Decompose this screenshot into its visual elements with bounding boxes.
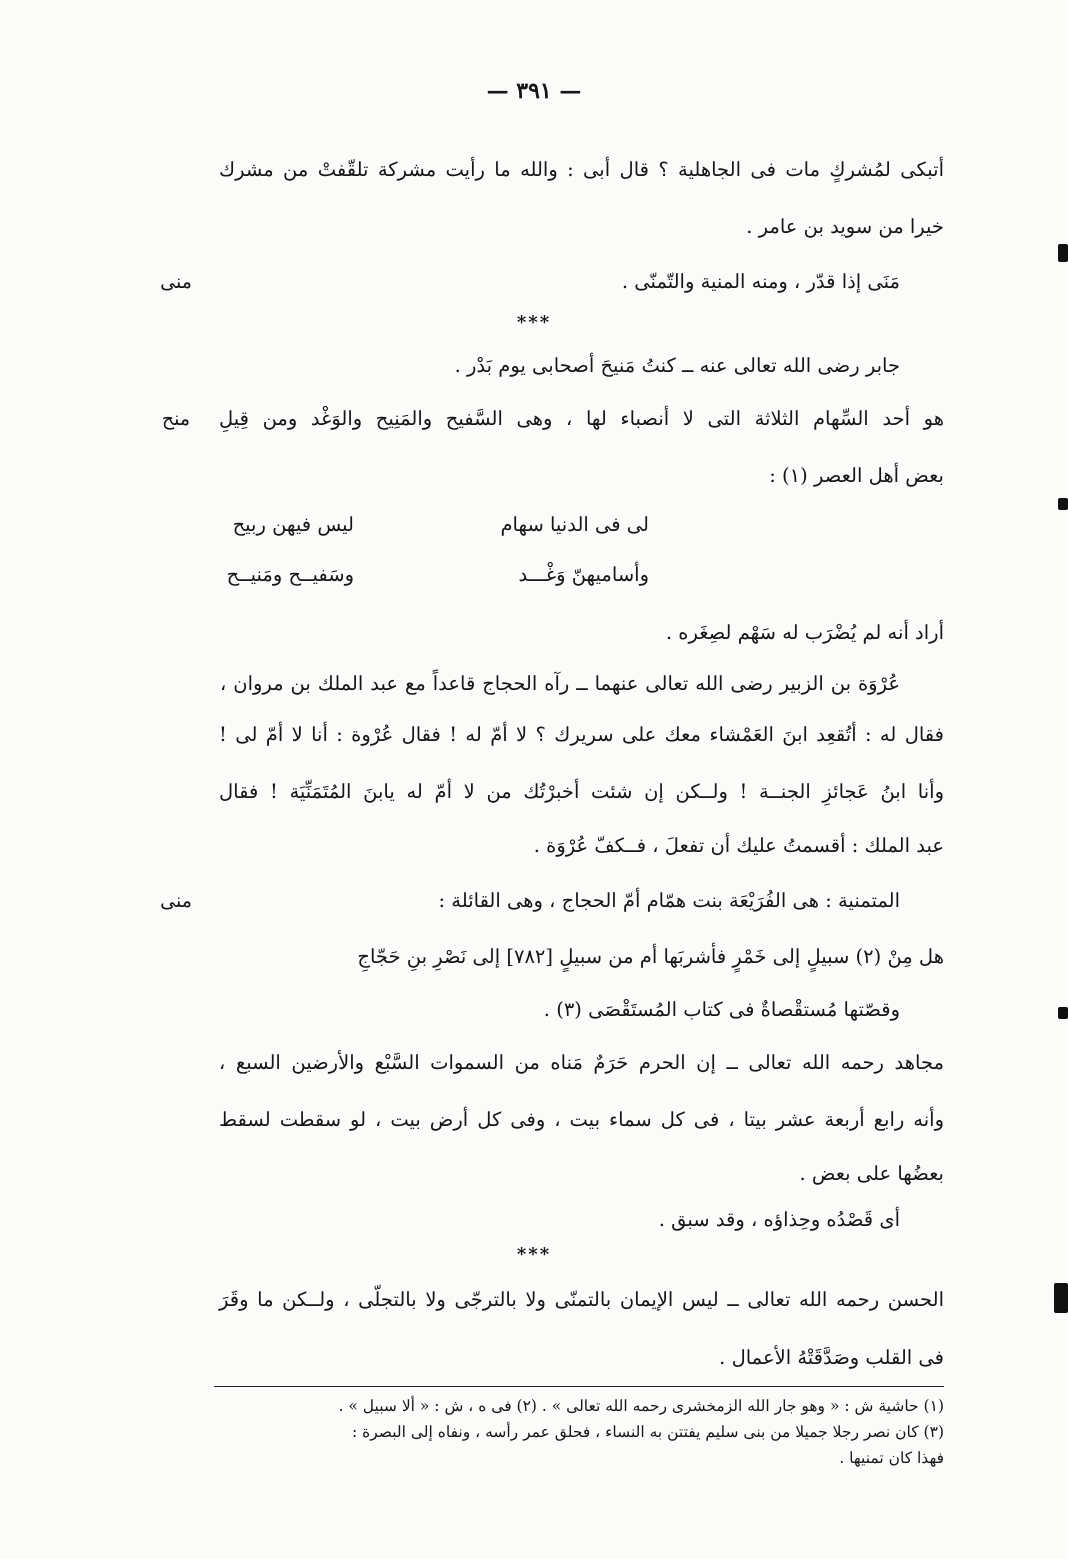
margin-word-mnh: منح — [161, 408, 191, 430]
text-line-6: بعض أهل العصر (١) : — [769, 464, 944, 487]
text-line-8: عُرْوَة بن الزبير رضى الله تعالى عنهما ــ رآه الحجاج قاعداً مع عبد الملك بن مروان ، — [220, 672, 900, 695]
footnote-line-1: (١) حاشية ش : « وهو جار الله الزمخشرى رحمه الله تعالى » . (٢) فى ه ، ش : « ألا سبيل » . — [338, 1397, 944, 1415]
text-line-7: أراد أنه لم يُضْرَب له سَهْم لصِغَره . — [665, 621, 944, 644]
footnote-line-3: فهذا كان تمنيها . — [839, 1449, 944, 1467]
text-line-17: بعضُها على بعض . — [799, 1162, 944, 1185]
text-line-13: هل مِنْ (٢) سبيلٍ إلى خَمْرٍ فأشربَها أم من سبيلٍ [٧٨٢] إلى نَصْرِ بنِ حَجّاجِ — [357, 945, 944, 968]
text-line-11: عبد الملك : أقسمتُ عليك أن تفعلَ ، فــكفّ عُرْوَة . — [533, 834, 944, 857]
text-line-14: وقصّتها مُستقْصاةٌ فى كتاب المُستَقْصَى (٣) . — [543, 998, 900, 1021]
text-line-4: جابر رضى الله تعالى عنه ــ كنتُ مَنيحَ أصحابى يوم بَدْر . — [454, 354, 900, 377]
text-line-16: وأنه رابع أربعة عشر بيتا ، فى كل سماء بيت ، وفى كل أرض بيت ، لو سقطت لسقط — [219, 1108, 944, 1131]
text-line-18: أى قَصْدُه وحِذاؤه ، وقد سبق . — [658, 1208, 900, 1231]
footnote-divider — [214, 1386, 944, 1387]
binding-mark-3 — [1058, 1007, 1068, 1019]
text-line-3: مَنَى إذا قدّر ، ومنه المنية والتّمنّى . — [621, 270, 900, 293]
verse-2-hemistich-b: وسَفيــح ومَنيــح — [226, 563, 354, 586]
text-line-2: خيرا من سويد بن عامر . — [746, 215, 944, 238]
text-line-5: هو أحد السِّهام الثلاثة التى لا أنصباء لها ، وهى السَّفيح والمَنِيح والوَغْد ومن قِيلِ — [219, 407, 944, 430]
text-line-9: فقال له : أتُقعِد ابنَ العَمْشاء معك على سريرك ؟ لا أمّ له ! فقال عُرْوة : أنا لا أمّ لى ! — [219, 723, 944, 746]
verse-1-hemistich-b: ليس فيهن ربيح — [232, 513, 354, 536]
text-line-12: المتمنية : هى الفُرَيْعَة بنت همّام أمّ الحجاج ، وهى القائلة : — [438, 889, 900, 912]
text-line-20: فى القلب وصَدَّقَتْهُ الأعمال . — [719, 1346, 944, 1369]
text-line-10: وأنا ابنُ عَجائزِ الجنــة ! ولــكن إن شئت أخبرْتُك من لا أمّ له يابنَ المُتَمَنِّيَة ! فقال — [219, 780, 944, 803]
text-line-1: أتبكى لمُشركٍ مات فى الجاهلية ؟ قال أبى : والله ما رأيت مشركة تلقّفتْ من مشرك — [219, 158, 944, 181]
page-number: — ٣٩١ — — [486, 78, 582, 104]
text-line-19: الحسن رحمه الله تعالى ــ ليس الإيمان بالتمنّى ولا بالترجّى ولا بالتجلّى ، ولــكن ما وقَرَ — [219, 1288, 944, 1311]
binding-mark-1 — [1058, 244, 1068, 262]
binding-mark-4 — [1054, 1283, 1068, 1313]
binding-mark-2 — [1058, 498, 1068, 510]
margin-word-mna-1: منى — [160, 271, 192, 293]
footnote-line-2: (٣) كان نصر رجلا جميلا من بنى سليم يفتتن به النساء ، فحلق عمر رأسه ، ونفاه إلى البصرة : — [351, 1423, 944, 1441]
margin-word-mna-2: منى — [160, 890, 192, 912]
text-line-15: مجاهد رحمه الله تعالى ــ إن الحرم حَرَمٌ مَناه من السموات السَّبْع والأرضين السبع ، — [219, 1051, 944, 1074]
section-separator-2: *** — [516, 1244, 552, 1265]
verse-1-hemistich-a: لى فى الدنيا سهام — [500, 513, 649, 536]
verse-2-hemistich-a: وأساميهنّ وَغْـــد — [518, 563, 649, 586]
section-separator-1: *** — [516, 312, 552, 333]
